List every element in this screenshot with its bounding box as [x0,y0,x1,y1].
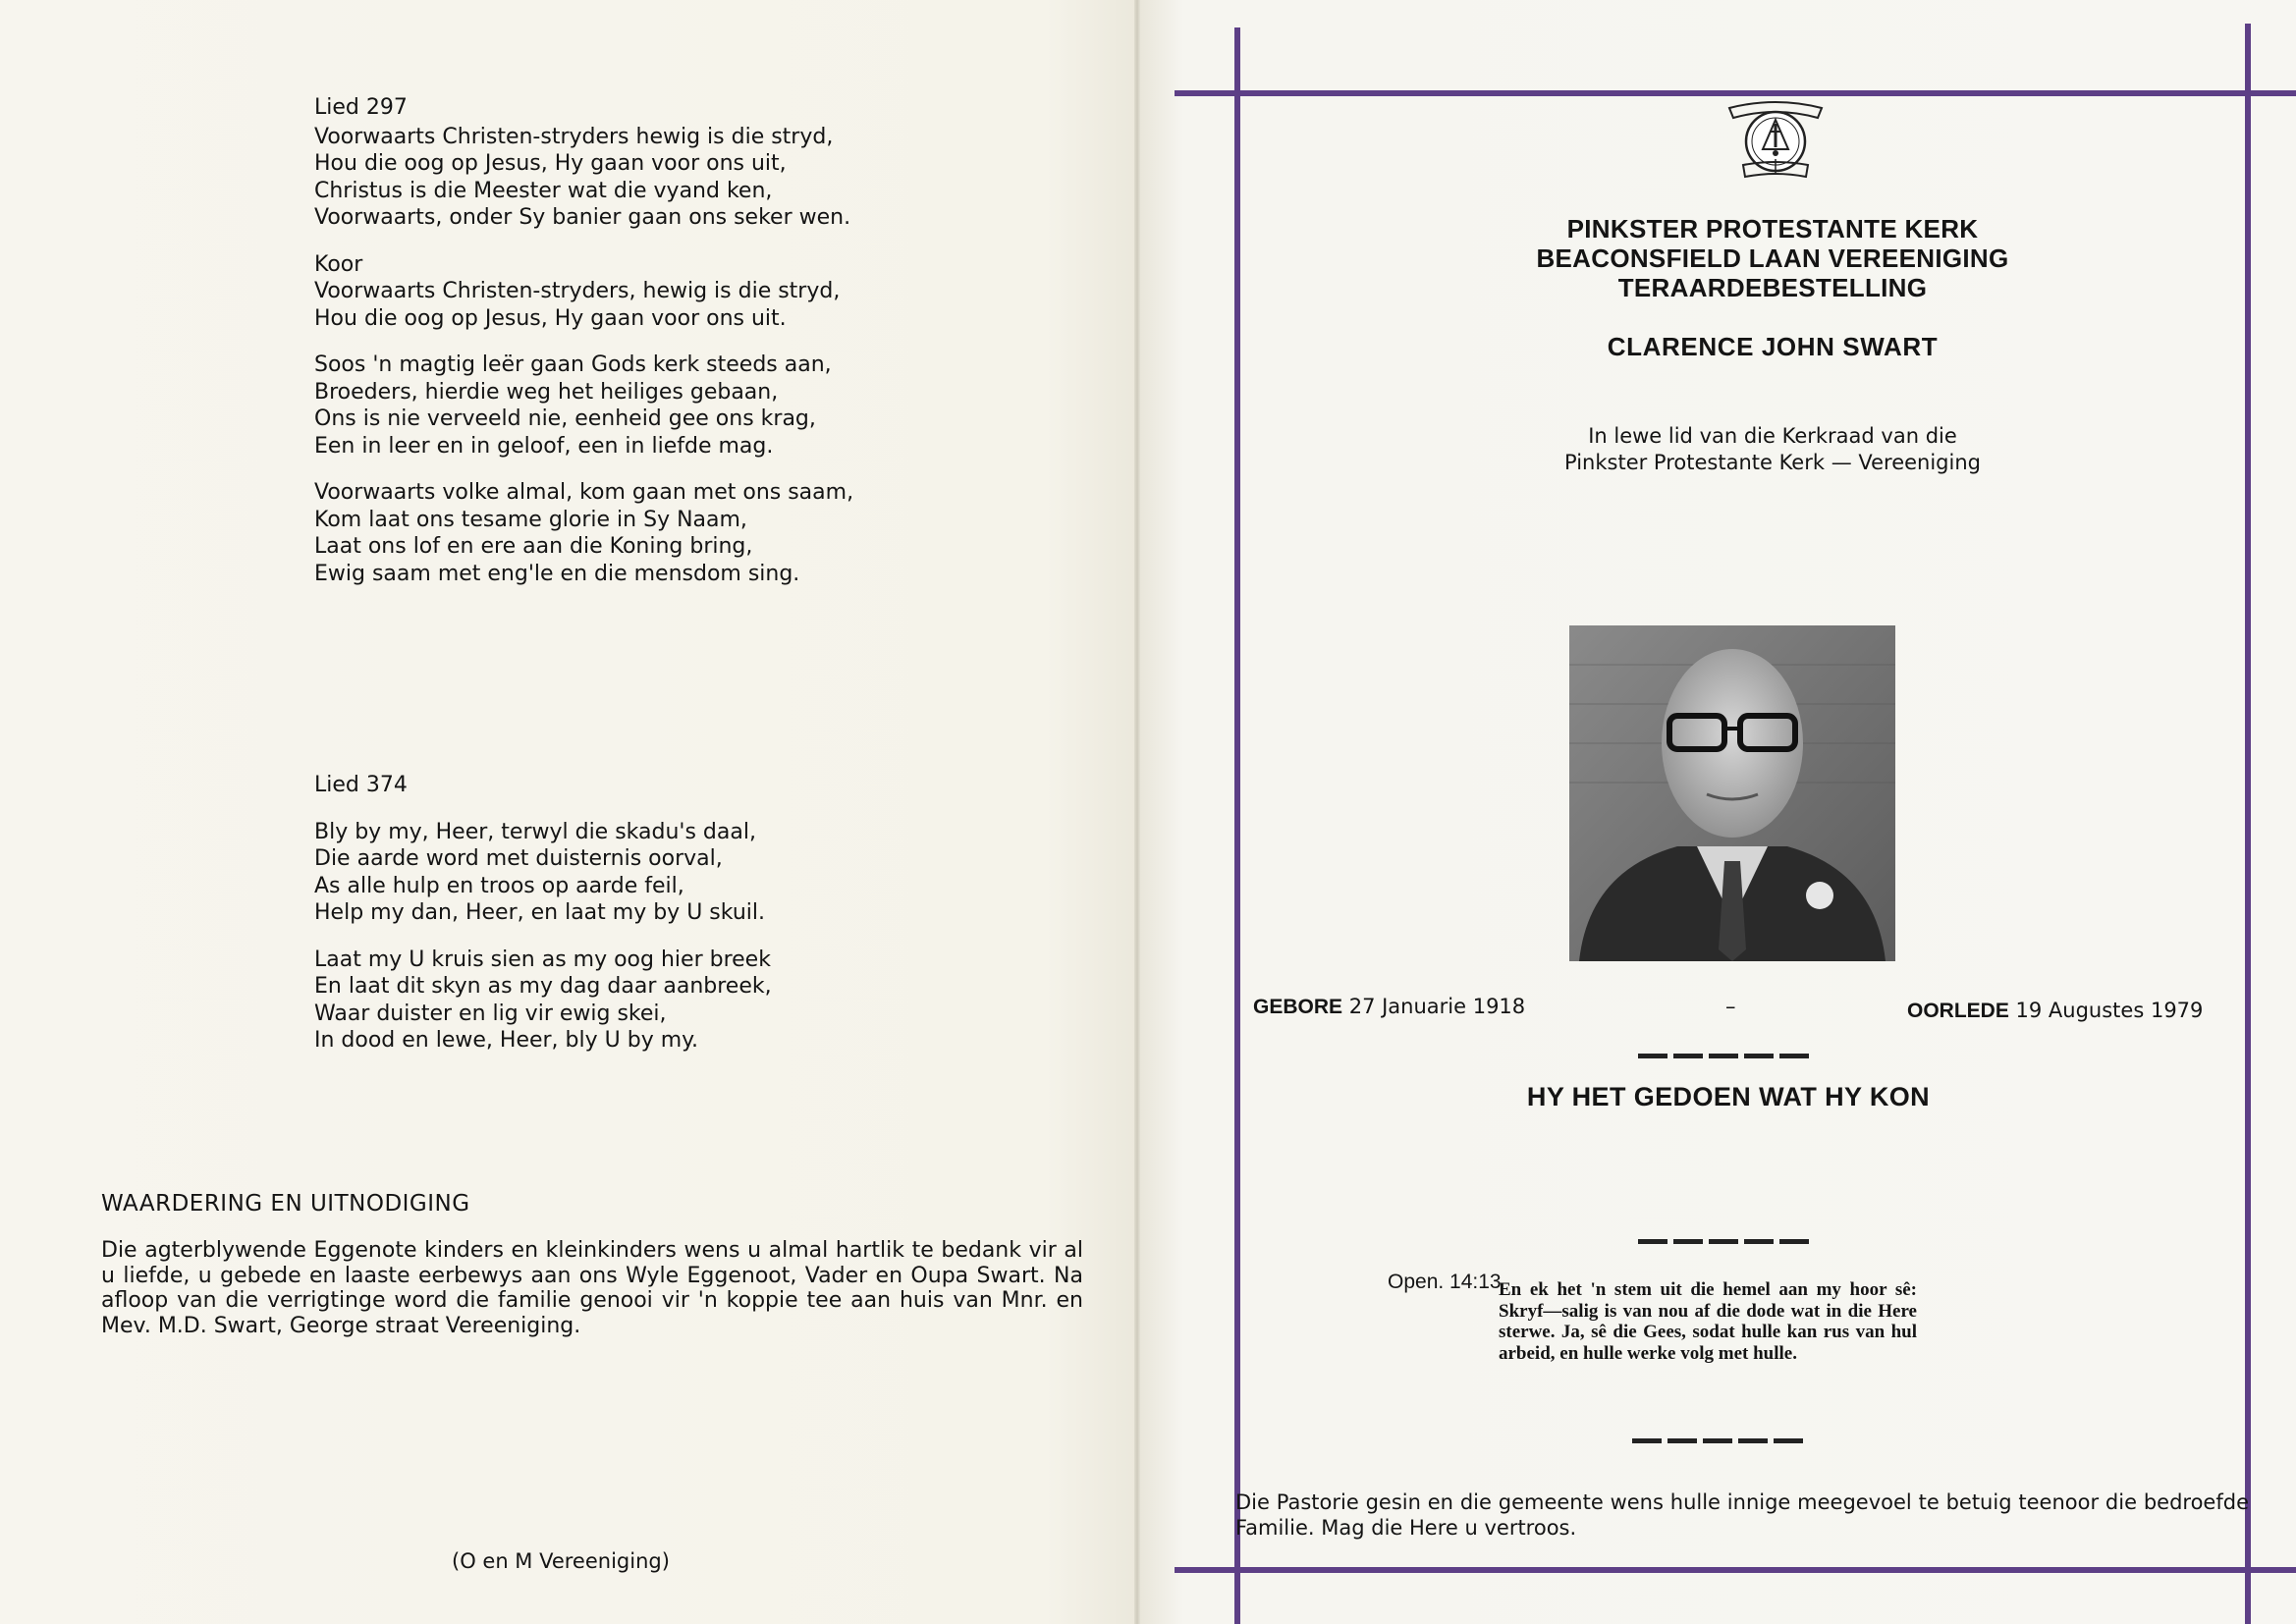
verse-line: Ons is nie verveeld nie, eenheid gee ons krag, [314,406,816,431]
verse-line: Laat ons lof en ere aan die Koning bring, [314,534,753,559]
scripture-reference: Open. 14:13 [1388,1271,1502,1293]
portrait-photo [1569,625,1895,961]
verse-line: Soos 'n magtig leër gaan Gods kerk steeds aan, [314,352,832,377]
birth-info [1253,995,1525,1019]
hymn-title: Lied 374 [314,773,408,797]
dash-divider [1638,1239,1809,1245]
motto: HY HET GEDOEN WAT HY KON [1526,1082,1931,1111]
appreciation-text: Die agterblywende Eggenote kinders en kleinkinders wens u almal hartlik te bedank vir al u liefde, u gebede en laaste eerbewys aan ons Wyle Eggenoot, Vader en Oupa Swart. Na afloop van die verrigtinge word die familie genooi vir 'n koppie tee aan huis van Mnr. en Mev. M.D. Swart, George straat Vereeniging. [101,1238,1083,1338]
dash-divider [1632,1438,1803,1444]
printer-note: (O en M Vereeniging) [452,1549,670,1573]
appreciation-section [101,1191,1083,1338]
verse-line: En laat dit skyn as my dag daar aanbreek, [314,974,772,999]
stanza-chorus [314,251,853,333]
church-header [1478,214,2067,302]
lifetime-line: Pinkster Protestante Kerk — Vereeniging [1564,451,1981,474]
stanza [314,352,853,460]
condolence-message: Die Pastorie gesin en die gemeente wens hulle innige meegevoel te betuig teenoor die bedroefde Familie. Mag die Here u vertroos. [1235,1490,2249,1540]
page-fold [1134,0,1140,1624]
appreciation-heading: WAARDERING EN UITNODIGING [101,1191,470,1217]
verse-line: Bly by my, Heer, terwyl die skadu's daal, [314,819,756,844]
verse-line: Voorwaarts Christen-stryders, hewig is die stryd, [314,279,841,303]
verse-line: Waar duister en lig vir ewig skei, [314,1001,667,1026]
verse-line: Ewig saam met eng'le en die mensdom sing. [314,561,800,586]
church-name: PINKSTER PROTESTANTE KERK [1566,214,1979,244]
died-label: OORLEDE [1907,1000,2009,1022]
verse-line: In dood en lewe, Heer, bly U by my. [314,1028,699,1053]
verse-line: Voorwaarts volke almal, kom gaan met ons saam, [314,480,854,505]
verse-line: Help my dan, Heer, en laat my by U skuil. [314,900,765,925]
born-label: GEBORE [1253,996,1343,1018]
died-date: 19 Augustes 1979 [2015,999,2204,1022]
frame-right-line [2245,24,2251,1624]
scripture-text: En ek het 'n stem uit die hemel aan my hoor sê: Skryf—salig is van nou af die dode wat in die Here sterwe. Ja, sê die Gees, sodat hulle kan rus van hul arbeid, en hulle werke volg met hulle. [1499,1279,1917,1364]
lifetime-line: In lewe lid van die Kerkraad van die [1588,424,1957,448]
verse-line: Voorwaarts, onder Sy banier gaan ons seker wen. [314,205,851,230]
deceased-name: CLARENCE JOHN SWART [1607,332,1939,361]
verse-line: Laat my U kruis sien as my oog hier breek [314,947,771,972]
church-crest-logo [1722,94,1830,183]
verse-line: Voorwaarts Christen-stryders hewig is die stryd, [314,124,834,149]
verse-line: Hou die oog op Jesus, Hy gaan voor ons uit. [314,305,787,331]
stanza [314,819,772,927]
dash-divider [1638,1054,1809,1059]
lifetime-role [1478,423,2067,476]
verse-line: Hou die oog op Jesus, Hy gaan voor ons uit, [314,151,787,176]
hymn-297 [314,94,853,607]
service-type: TERAARDEBESTELLING [1617,273,1928,302]
stanza [314,947,772,1055]
date-separator: – [1725,995,1736,1018]
verse-line: Kom laat ons tesame glorie in Sy Naam, [314,507,747,532]
verse-line: Broeders, hierdie weg het heiliges gebaan, [314,379,779,405]
verse-line: Christus is die Meester wat die vyand ken, [314,178,773,203]
hymn-374 [314,772,772,1074]
church-location: BEACONSFIELD LAAN VEREENIGING [1536,244,2009,273]
verse-line: Die aarde word met duisternis oorval, [314,846,723,871]
verse-line: Een in leer en in geloof, een in liefde mag. [314,433,774,459]
stanza [314,479,853,587]
chorus-label: Koor [314,251,363,277]
stanza [314,124,853,232]
verse-line: As alle hulp en troos op aarde feil, [314,873,684,898]
hymn-title: Lied 297 [314,95,408,120]
frame-bottom-line [1175,1567,2296,1573]
death-info [1907,999,2203,1023]
born-date: 27 Januarie 1918 [1348,995,1526,1018]
frame-left-line [1234,27,1240,1624]
